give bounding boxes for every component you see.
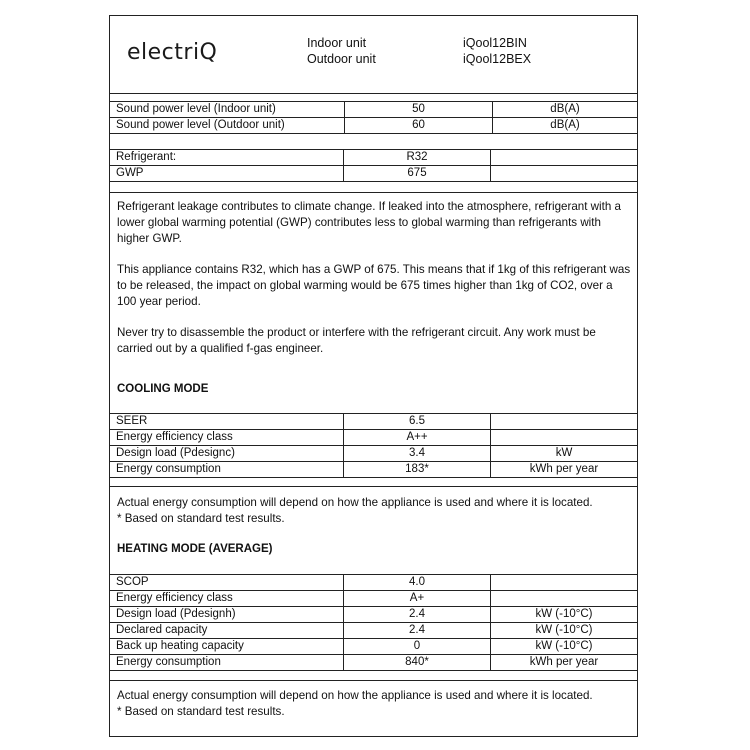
heating-row-label: SCOP [110, 575, 344, 591]
leakage-text: Refrigerant leakage contributes to climate change. If leaked into the atmosphere, refrigerant with a lower global warming potential (GWP) contributes less to global warming than refrigerants with higher GWP. [117, 200, 621, 245]
heating-row-unit: kW (-10°C) [491, 623, 638, 639]
leakage-paragraph [117, 199, 632, 247]
heating-notes [117, 688, 632, 720]
cooling-note-text: Actual energy consumption will depend on how the appliance is used and where it is located. [117, 496, 593, 509]
table-row [110, 118, 638, 134]
cooling-row-label: SEER [110, 414, 344, 430]
cooling-row-unit: kW [491, 446, 638, 462]
r32-paragraph [117, 262, 632, 310]
cooling-notes [117, 495, 632, 527]
sound-unit-outdoor: dB(A) [493, 118, 638, 134]
table-row [110, 575, 638, 591]
refrigerant-table [109, 142, 638, 182]
cooling-row-value: 6.5 [344, 414, 491, 430]
cooling-row-unit [491, 414, 638, 430]
heating-row-value: 2.4 [344, 607, 491, 623]
heating-row-unit: kW (-10°C) [491, 639, 638, 655]
heating-table [109, 567, 638, 671]
sound-value-indoor: 50 [345, 102, 493, 118]
refrigerant-label: Refrigerant: [110, 150, 344, 166]
sound-table [109, 101, 638, 134]
heating-row-label: Back up heating capacity [110, 639, 344, 655]
gwp-label: GWP [110, 166, 344, 182]
cooling-section-title: COOLING MODE [117, 383, 209, 395]
table-row [110, 414, 638, 430]
table-row [110, 430, 638, 446]
refrigerant-divider [109, 192, 638, 193]
sound-label-outdoor: Sound power level (Outdoor unit) [110, 118, 345, 134]
heating-row-value: 840* [344, 655, 491, 671]
table-row [110, 462, 638, 478]
heating-row-label: Energy consumption [110, 655, 344, 671]
heating-footnote: * Based on standard test results. [117, 705, 285, 718]
brand-logo: electriQ [127, 40, 218, 65]
cooling-row-label: Energy efficiency class [110, 430, 344, 446]
cooling-row-unit: kWh per year [491, 462, 638, 478]
table-spacer-row [110, 567, 638, 575]
heating-row-value: 2.4 [344, 623, 491, 639]
cooling-divider [109, 486, 638, 487]
table-row [110, 639, 638, 655]
heating-row-unit: kWh per year [491, 655, 638, 671]
table-row [110, 655, 638, 671]
table-row [110, 591, 638, 607]
indoor-unit-model: iQool12BIN [463, 36, 527, 50]
heating-row-value: 4.0 [344, 575, 491, 591]
warning-paragraph [117, 325, 632, 357]
table-spacer-row [110, 406, 638, 414]
heating-row-value: 0 [344, 639, 491, 655]
table-row [110, 102, 638, 118]
cooling-footnote: * Based on standard test results. [117, 512, 285, 525]
cooling-table [109, 406, 638, 478]
cooling-row-label: Energy consumption [110, 462, 344, 478]
sound-value-outdoor: 60 [345, 118, 493, 134]
table-row [110, 446, 638, 462]
cooling-row-value: 183* [344, 462, 491, 478]
outdoor-unit-label: Outdoor unit [307, 52, 376, 66]
r32-text: This appliance contains R32, which has a GWP of 675. This means that if 1kg of this refrigerant was to be released, the impact on global warming would be 675 times higher than 1kg of CO2, over a 100 year period. [117, 263, 631, 308]
warning-text: Never try to disassemble the product or interfere with the refrigerant circuit. Any work must be carried out by a qualified f-gas engineer. [117, 326, 596, 355]
cooling-row-unit [491, 430, 638, 446]
heating-note-text: Actual energy consumption will depend on how the appliance is used and where it is located. [117, 689, 593, 702]
heating-row-label: Energy efficiency class [110, 591, 344, 607]
heating-row-label: Declared capacity [110, 623, 344, 639]
outdoor-unit-model: iQool12BEX [463, 52, 532, 66]
heating-row-unit [491, 591, 638, 607]
heating-row-label: Design load (Pdesignh) [110, 607, 344, 623]
cooling-row-value: A++ [344, 430, 491, 446]
table-row [110, 623, 638, 639]
table-spacer-row [110, 142, 638, 150]
cooling-row-label: Design load (Pdesignc) [110, 446, 344, 462]
sound-unit-indoor: dB(A) [493, 102, 638, 118]
header-divider [109, 93, 638, 94]
heating-row-value: A+ [344, 591, 491, 607]
heating-section-title: HEATING MODE (AVERAGE) [117, 543, 273, 555]
heating-divider [109, 680, 638, 681]
indoor-unit-label: Indoor unit [307, 36, 367, 50]
table-row [110, 166, 638, 182]
sound-label-indoor: Sound power level (Indoor unit) [110, 102, 345, 118]
gwp-value: 675 [344, 166, 491, 182]
table-row [110, 150, 638, 166]
heating-row-unit [491, 575, 638, 591]
cooling-row-value: 3.4 [344, 446, 491, 462]
heating-row-unit: kW (-10°C) [491, 607, 638, 623]
refrigerant-value: R32 [344, 150, 491, 166]
table-row [110, 607, 638, 623]
